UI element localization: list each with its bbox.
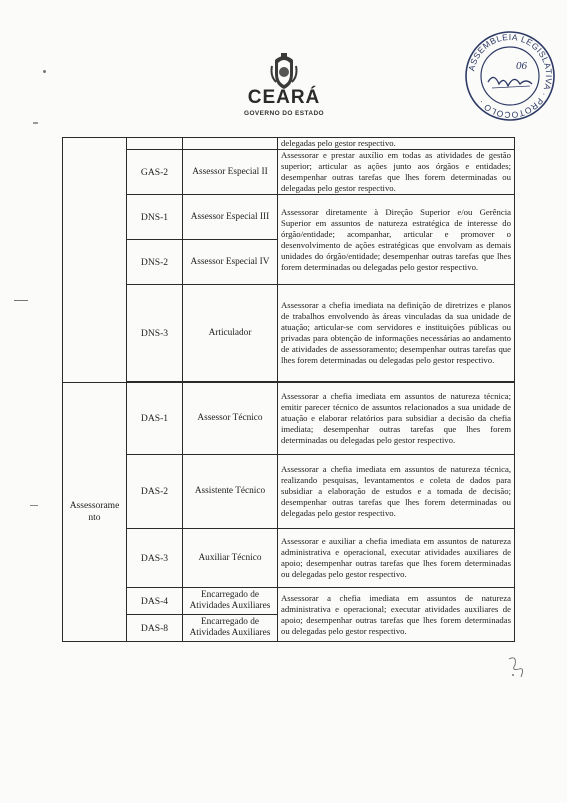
title-cell: Assessor Especial IV xyxy=(183,240,278,285)
code-cell: DAS-8 xyxy=(127,615,183,642)
state-name: CEARÁ xyxy=(247,87,321,108)
svg-text:ASSEMBLEIA LEGISLATIVA · PROTO: ASSEMBLEIA LEGISLATIVA · PROTOCOLO · xyxy=(466,31,555,121)
table-row xyxy=(63,455,515,529)
table-row xyxy=(63,150,515,195)
table-row xyxy=(63,285,515,382)
table-row xyxy=(63,138,515,150)
table-row xyxy=(63,529,515,588)
description-cell: Assessorar a chefia imediata na definição de diretrizes e planos de trabalhos envolvendo às áreas vinculadas da sua unidade de atuação; articular-se com servidores e instituições públicas ou privadas para obtenção de informações necessárias ao andamento de atividades de assessoramento; desempenhar outras tarefas que lhes forem determinadas ou delegadas pelo gestor respectivo. xyxy=(278,285,515,382)
state-subtitle: GOVERNO DO ESTADO xyxy=(244,110,324,117)
area-cell-empty xyxy=(63,138,127,383)
description-cell: Assessorar a chefia imediata em assuntos de natureza técnica, realizando pesquisas, levantamentos e coleta de dados para subsidiar a elaboração de estudos e a tomada de decisão; desempenhar outras tarefas que lhes forem determinadas ou delegadas pelo gestor respectivo. xyxy=(278,455,515,529)
title-cell: Encarregado de Atividades Auxiliares xyxy=(183,588,278,615)
title-cell: Assessor Técnico xyxy=(183,383,278,455)
title-cell: Encarregado de Atividades Auxiliares xyxy=(183,615,278,642)
margin-speck xyxy=(33,122,38,124)
area-cell xyxy=(63,383,127,642)
title-cell: Assessor Especial III xyxy=(183,195,278,240)
code-cell: DNS-1 xyxy=(127,195,183,240)
code-cell: DNS-3 xyxy=(127,285,183,382)
code-cell: DNS-2 xyxy=(127,240,183,285)
code-cell: DAS-3 xyxy=(127,529,183,588)
area-label: Assessoramento xyxy=(69,501,120,524)
code-cell xyxy=(127,138,183,150)
description-cell: Assessorar e auxiliar a chefia imediata em assuntos de natureza administrativa e operacional, executar atividades auxiliares de apoio; desempenhar outras tarefas que lhes forem determinadas ou delegadas pelo gestor respectivo. xyxy=(278,529,515,588)
code-cell: GAS-2 xyxy=(127,150,183,195)
positions-table xyxy=(62,137,515,642)
handwritten-initials-icon xyxy=(505,655,527,681)
protocol-stamp-icon xyxy=(462,28,558,124)
title-cell: Articulador xyxy=(183,285,278,382)
description-cell: Assessorar e prestar auxílio em todas as atividades de gestão superior; articular as ações junto aos órgãos e entidades; desempenhar outras tarefas que lhes forem determinadas ou delegadas pelo gestor respectivo. xyxy=(278,150,515,195)
title-cell: Auxiliar Técnico xyxy=(183,529,278,588)
title-cell: Assistente Técnico xyxy=(183,455,278,529)
description-cell: Assessorar diretamente à Direção Superior e/ou Gerência Superior em assuntos de natureza estratégica de interesse do órgão/entidade; acompanhar, articular e promover o desenvolvimento de ações estratégicas que envolvam as demais unidades do órgão/entidade; desempenhar outras tarefas que lhes forem determinadas ou delegadas pelo gestor respectivo. xyxy=(278,195,515,285)
table-row xyxy=(63,195,515,240)
title-cell xyxy=(183,138,278,150)
table-row xyxy=(63,588,515,615)
description-cell: Assessorar a chefia imediata em assuntos de natureza técnica; emitir parecer técnico de assuntos relacionados a sua unidade de atuação e elaborar relatórios para subsidiar a decisão da chefia imediata; desempenhar outras tarefas que lhes forem determinadas ou delegadas pelo gestor respectivo. xyxy=(278,383,515,455)
margin-tick xyxy=(30,505,38,506)
table-row xyxy=(63,383,515,455)
description-cell: delegadas pelo gestor respectivo. xyxy=(278,138,515,150)
code-cell: DAS-4 xyxy=(127,588,183,615)
code-cell: DAS-2 xyxy=(127,455,183,529)
title-cell: Assessor Especial II xyxy=(183,150,278,195)
state-coat-of-arms-icon xyxy=(270,52,298,90)
description-cell: Assessorar a chefia imediata em assuntos de natureza administrativa e operacional; executar atividades auxiliares de apoio; desempenhar outras tarefas que lhes forem determinadas ou delegadas pelo gestor respectivo. xyxy=(278,588,515,642)
stamp-page-number: 06 xyxy=(516,60,527,72)
margin-speck xyxy=(43,70,46,73)
margin-tick xyxy=(14,300,28,301)
code-cell: DAS-1 xyxy=(127,383,183,455)
